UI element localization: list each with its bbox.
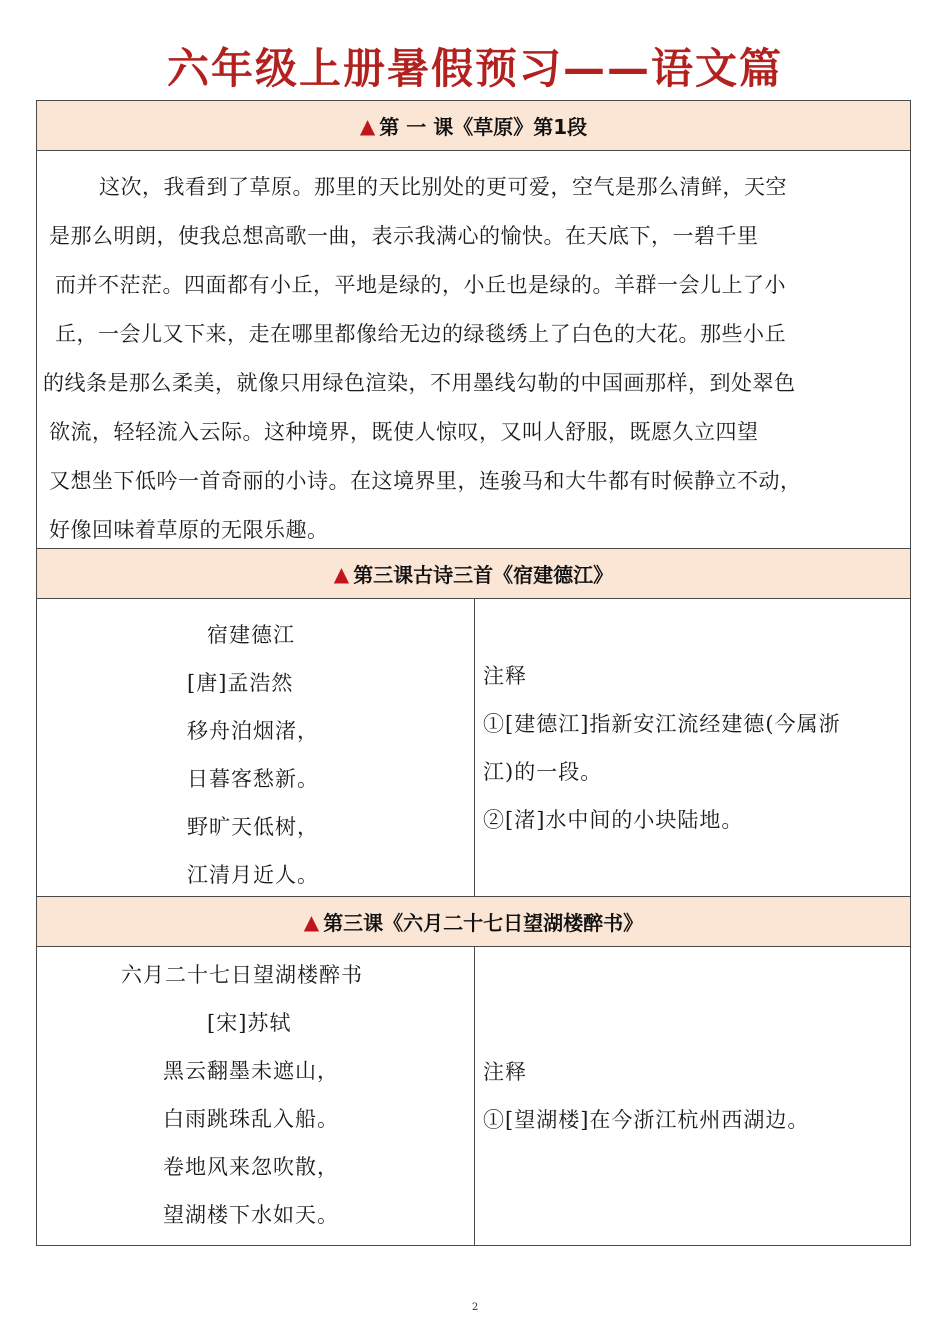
poem-line: 黑云翻墨未遮山， [163,1059,339,1083]
page-number: 2 [471,1302,479,1313]
lesson3a-body [37,599,910,897]
poem-line: 移舟泊烟渚， [187,719,319,743]
lesson1-header-text: 第 一 课《草原》第1段 [379,115,588,139]
lesson1-passage [37,151,910,549]
triangle-icon: ▲ [359,113,376,138]
poem-author: [宋]苏轼 [207,1011,292,1035]
poem-line: 日暮客愁新。 [187,767,319,791]
passage-line: 而并不茫茫。四面都有小丘，平地是绿的，小丘也是绿的。羊群一会儿上了小 [55,273,786,297]
poem-line: 江清月近人。 [187,863,319,887]
poem-column [37,947,475,1245]
passage-line: 是那么明朗，使我总想高歌一曲，表示我满心的愉快。在天底下，一碧千里 [49,224,759,248]
note-line: ①[望湖楼]在今浙江杭州西湖边。 [483,1108,810,1132]
triangle-icon: ▲ [333,561,350,586]
poem-line: 野旷天低树， [187,815,319,839]
lesson1-header [37,101,910,151]
passage-line: 的线条是那么柔美，就像只用绿色渲染，不用墨线勾勒的中国画那样，到处翠色 [43,371,796,395]
passage-line: 欲流，轻轻流入云际。这种境界，既使人惊叹，又叫人舒服，既愿久立四望 [49,420,759,444]
notes-label: 注释 [483,663,527,688]
passage-line: 这次，我看到了草原。那里的天比别处的更可爱，空气是那么清鲜，天空 [99,175,787,199]
notes-column [475,947,910,1245]
passage-line: 好像回味着草原的无限乐趣。 [49,518,329,542]
poem-column [37,599,475,896]
poem-author: [唐]孟浩然 [187,671,294,695]
poem-line: 白雨跳珠乱入船。 [163,1107,339,1131]
note-line: 江)的一段。 [483,759,603,784]
note-line: ②[渚]水中间的小块陆地。 [483,807,744,832]
lesson3b-body [37,947,910,1245]
poem-line: 望湖楼下水如天。 [163,1203,339,1227]
lesson3a-header-text: 第三课古诗三首《宿建德江》 [353,563,614,587]
passage-line: 丘，一会儿又下来，走在哪里都像给无边的绿毯绣上了白色的大花。那些小丘 [55,322,786,346]
notes-column [475,599,910,896]
note-line: ①[建德江]指新安江流经建德(今属浙 [483,711,841,736]
triangle-icon: ▲ [303,909,320,934]
lesson3b-header-text: 第三课《六月二十七日望湖楼醉书》 [323,911,644,935]
poem-title: 宿建德江 [207,623,295,647]
passage-line: 又想坐下低吟一首奇丽的小诗。在这境界里，连骏马和大牛都有时候静立不动， [49,469,802,493]
page-title: 六年级上册暑假预习——语文篇 [166,44,783,93]
lesson3b-header [37,897,910,947]
poem-title: 六月二十七日望湖楼醉书 [121,963,363,987]
lesson3a-header [37,549,910,599]
notes-label: 注释 [483,1060,527,1084]
poem-line: 卷地风来忽吹散， [163,1155,339,1179]
lesson-table [36,100,911,1246]
